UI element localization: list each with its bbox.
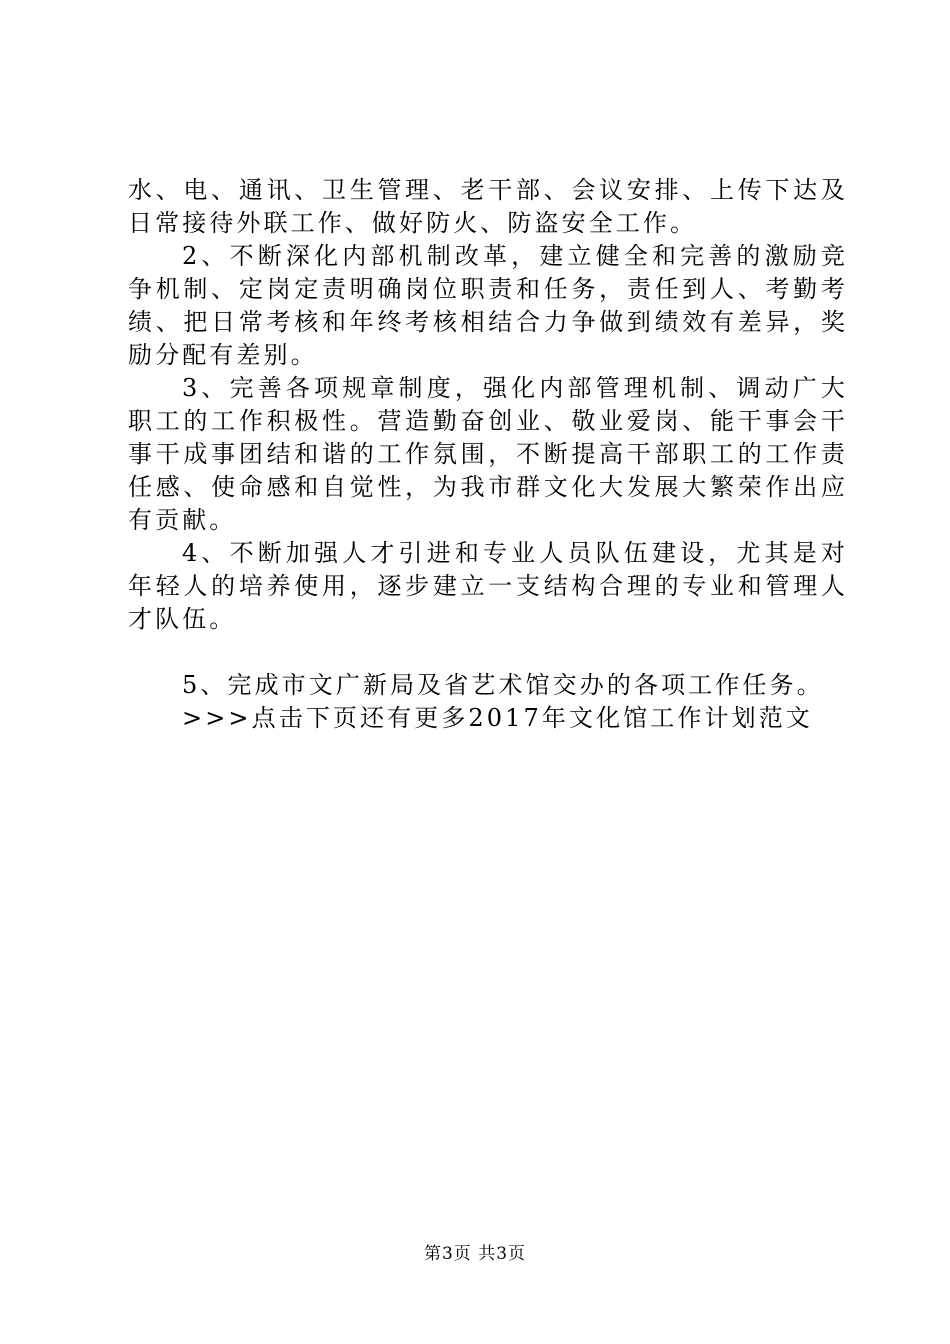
paragraph-item-4: 4、不断加强人才引进和专业人员队伍建设，尤其是对年轻人的培养使用，逐步建立一支结构合理的专业和管理人才队伍。 [128, 539, 848, 633]
paragraph-item-3: 3、完善各项规章制度，强化内部管理机制、调动广大职工的工作积极性。营造勤奋创业、敬业爱岗、能干事会干事干成事团结和谐的工作氛围，不断提高干部职工的工作责任感、使命感和自觉性，为我市群文化大发展大繁荣作出应有贡献。 [128, 374, 848, 534]
paragraph-item-2: 2、不断深化内部机制改革，建立健全和完善的激励竞争机制、定岗定责明确岗位职责和任务，责任到人、考勤考绩、把日常考核和年终考核相结合力争做到绩效有差异，奖励分配有差别。 [128, 242, 848, 369]
page-number-footer: 第3页 共3页 [423, 1244, 527, 1264]
document-body [128, 174, 848, 735]
paragraph-continued: 水、电、通讯、卫生管理、老干部、会议安排、上传下达及日常接待外联工作、做好防火、防盗安全工作。 [128, 176, 848, 237]
paragraph-item-5: 5、完成市文广新局及省艺术馆交办的各项工作任务。 [182, 671, 824, 699]
more-link[interactable]: >>>点击下页还有更多2017年文化馆工作计划范文 [182, 704, 813, 732]
